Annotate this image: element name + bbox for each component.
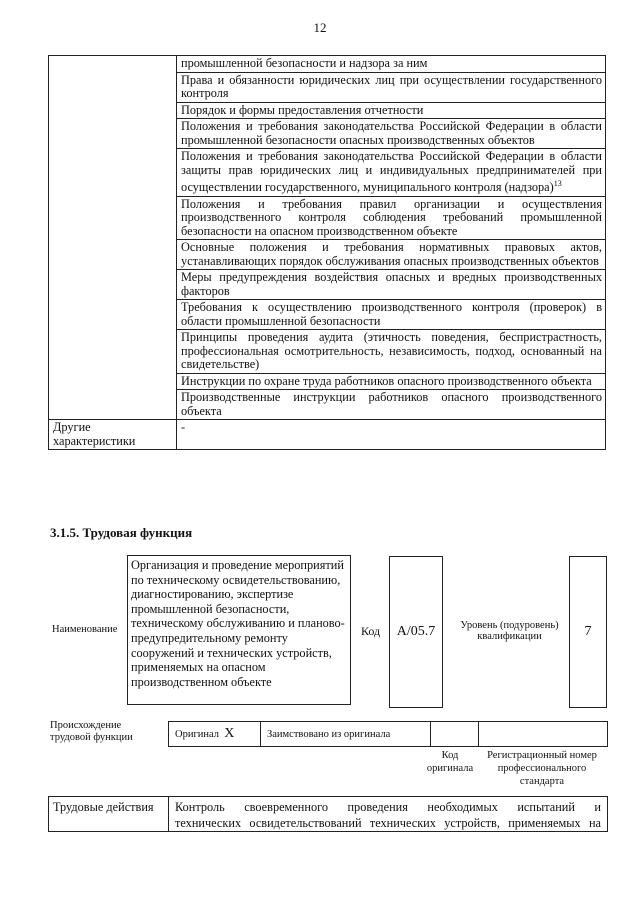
reg-caption: Регистрационный номер профессионального стандарта (487, 750, 597, 787)
origin-label: Происхождение трудовой функции (50, 720, 133, 743)
origin-code-cell (431, 722, 479, 746)
origin-row (168, 721, 608, 747)
requirement-text: Меры предупреждения воздействия опасных и вредных производственных факторов (177, 270, 606, 300)
section-title: 3.1.5. Трудовая функция (50, 525, 193, 540)
other-label: Другие характеристики (49, 420, 177, 450)
level-value: 7 (569, 556, 607, 708)
borrowed-cell: Заимствовано из оригинала (261, 722, 431, 746)
requirement-text: Положения и требования законодательства Российской Федерации в области защиты прав юридических лиц и индивидуальных предпринимателей при осуществлении государственного, муниципального контроля (надзора)$^{13}$ (177, 149, 606, 197)
actions-line-1: Контроль своевременного проведения необходимых испытаний и (175, 800, 601, 814)
requirement-text: Порядок и формы предоставления отчетности (177, 102, 606, 119)
actions-label: Трудовые действия (49, 797, 169, 831)
actions-text (169, 797, 607, 831)
footnote-mark: 13 (553, 179, 562, 188)
original-label: Оригинал (175, 728, 219, 740)
code-caption: Код оригинала (426, 750, 474, 774)
actions-table (48, 796, 608, 832)
code-label: Код (361, 624, 381, 638)
function-name: Организация и проведение мероприятий по техническому освидетельствованию, диагностированию, экспертизе промышленной безопасности, техническому обслуживанию и планово-предупредительному ремонту сооружений и технических устройств, применяемых на опасном производственном объекте (127, 555, 351, 705)
name-label: Наименование (52, 624, 118, 635)
original-cell (169, 722, 261, 746)
requirement-text: Положения и требования правил организации и осуществления производственного контроля соблюдения требований промышленной безопасности на опасном производственном объекте (177, 196, 606, 240)
requirements-left-cell (49, 56, 177, 420)
level-label: Уровень (подуровень) квалификации (460, 620, 559, 642)
reg-number-cell (479, 722, 607, 746)
requirement-text: промышленной безопасности и надзора за ним (177, 56, 606, 73)
requirement-text: Права и обязанности юридических лиц при осуществлении государственного контроля (177, 72, 606, 102)
requirements-table (48, 55, 606, 450)
requirement-text: Основные положения и требования нормативных правовых актов, устанавливающих порядок обслуживания опасных производственных объектов (177, 240, 606, 270)
other-row (49, 420, 606, 450)
requirement-text: Положения и требования законодательства Российской Федерации в области промышленной безопасности опасных производственных объектов (177, 119, 606, 149)
requirement-row (49, 56, 606, 73)
requirement-text: Производственные инструкции работников опасного производственного объекта (177, 390, 606, 420)
actions-line-2: технических освидетельствований технических устройств, применяемых на (175, 816, 601, 830)
requirement-text: Инструкции по охране труда работников опасного производственного объекта (177, 373, 606, 390)
other-value: - (177, 420, 606, 450)
original-mark: X (224, 726, 235, 741)
requirement-text: Требования к осуществлению производственного контроля (проверок) в области промышленной безопасности (177, 300, 606, 330)
page-number: 12 (313, 20, 327, 35)
code-value: A/05.7 (389, 556, 443, 708)
requirement-text: Принципы проведения аудита (этичность поведения, беспристрастность, профессиональная осмотрительность, независимость, подход, основанный на свидетельстве) (177, 330, 606, 374)
